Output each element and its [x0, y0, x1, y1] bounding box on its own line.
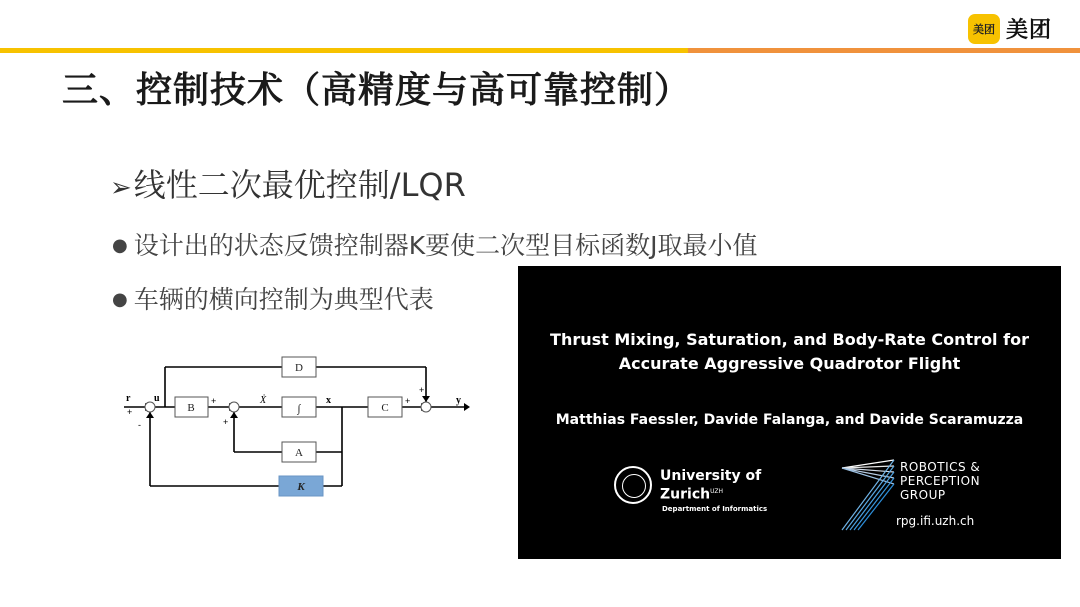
bullet-dot-icon: ●: [112, 235, 128, 256]
bullet-item: [112, 226, 758, 262]
uzh-name: [660, 468, 761, 503]
video-title: [518, 328, 1061, 376]
sign-plus: +: [127, 407, 133, 417]
uzh-seal-icon: [614, 466, 652, 504]
uzh-name-line: University of: [660, 468, 762, 484]
video-frame[interactable]: [518, 266, 1061, 559]
sign-plus: +: [223, 417, 229, 427]
block-a-label: A: [295, 447, 303, 459]
sign-minus: -: [138, 420, 141, 430]
bullet-item: [112, 280, 434, 316]
sign-plus: +: [211, 396, 217, 406]
block-b-label: B: [187, 402, 195, 414]
signal-r: r: [126, 393, 131, 404]
section-heading-text: 线性二次最优控制/LQR: [133, 166, 466, 204]
block-k-label: K: [297, 481, 305, 493]
signal-xdot: Ẋ: [260, 395, 267, 406]
rpg-name: ROBOTICS & PERCEPTION GROUP: [900, 460, 981, 502]
uzh-department: Department of Informatics: [662, 505, 768, 513]
block-d-label: D: [295, 362, 303, 374]
signal-x: x: [326, 395, 331, 406]
video-authors: Matthias Faessler, Davide Falanga, and Davide Scaramuzza: [555, 412, 1024, 428]
top-accent-bar-orange: [688, 48, 1080, 53]
video-title-line: Thrust Mixing, Saturation, and Body-Rate Control for: [550, 330, 1029, 349]
top-accent-bar-yellow: [0, 48, 690, 53]
slide-title: 三、控制技术（高精度与高可靠控制）: [62, 70, 692, 111]
logo-text: 美团: [1005, 18, 1052, 43]
rpg-triangle-icon: [840, 458, 896, 534]
sign-plus: +: [419, 385, 425, 395]
section-heading: [110, 160, 466, 206]
rpg-logo: [840, 458, 1010, 538]
arrow-bullet-icon: ➢: [110, 173, 132, 203]
bullet-text: 车辆的横向控制为典型代表: [133, 285, 434, 314]
video-title-line: Accurate Aggressive Quadrotor Flight: [618, 354, 961, 373]
meituan-logo: [968, 13, 1052, 44]
bullet-text: 设计出的状态反馈控制器K要使二次型目标函数J取最小值: [133, 231, 758, 260]
lqr-block-diagram: [112, 345, 472, 500]
signal-u: u: [154, 393, 160, 404]
uzh-logo: [614, 466, 774, 516]
signal-y: y: [456, 395, 461, 406]
block-integrator-label: ∫: [297, 403, 301, 415]
rpg-url: rpg.ifi.uzh.ch: [896, 514, 975, 528]
sign-plus: +: [405, 396, 411, 406]
block-c-label: C: [381, 402, 389, 414]
uzh-superscript: UZH: [710, 488, 724, 495]
bullet-dot-icon: ●: [112, 289, 128, 310]
uzh-name-line: Zurich: [660, 486, 711, 503]
logo-badge: 美团: [968, 14, 1000, 44]
